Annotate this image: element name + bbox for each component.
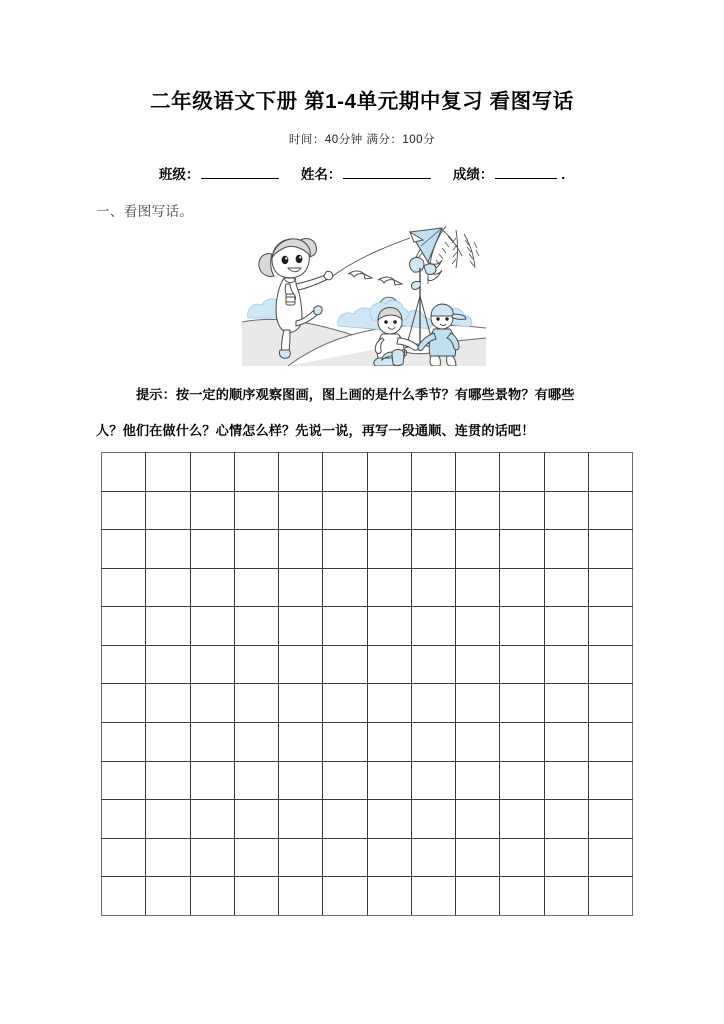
grid-cell[interactable]	[456, 607, 500, 646]
grid-cell[interactable]	[190, 723, 234, 762]
grid-cell[interactable]	[234, 491, 278, 530]
grid-cell[interactable]	[279, 607, 323, 646]
grid-cell[interactable]	[323, 723, 367, 762]
grid-cell[interactable]	[190, 453, 234, 492]
grid-cell[interactable]	[146, 491, 190, 530]
grid-cell[interactable]	[146, 645, 190, 684]
grid-cell[interactable]	[500, 723, 544, 762]
grid-cell[interactable]	[279, 453, 323, 492]
grid-cell[interactable]	[102, 607, 146, 646]
grid-cell[interactable]	[411, 491, 455, 530]
grid-cell[interactable]	[411, 761, 455, 800]
grid-cell[interactable]	[500, 761, 544, 800]
class-field[interactable]	[159, 163, 284, 183]
hint-line-1: 提示：按一定的顺序观察图画，图上画的是什么季节？有哪些景物？有哪些	[136, 387, 575, 402]
grid-cell[interactable]	[588, 761, 632, 800]
class-input-rule[interactable]	[201, 178, 279, 179]
grid-cell[interactable]	[190, 645, 234, 684]
score-label: 成绩：	[452, 167, 494, 182]
grid-cell[interactable]	[146, 761, 190, 800]
grid-cell[interactable]	[146, 723, 190, 762]
grid-cell[interactable]	[190, 530, 234, 569]
grid-cell[interactable]	[367, 453, 411, 492]
grid-cell[interactable]	[190, 838, 234, 877]
grid-cell[interactable]	[279, 568, 323, 607]
grid-cell[interactable]	[190, 491, 234, 530]
prompt-illustration	[242, 226, 486, 366]
grid-cell[interactable]	[411, 877, 455, 916]
grid-cell[interactable]	[190, 568, 234, 607]
grid-cell[interactable]	[588, 645, 632, 684]
section-heading-1: 一、看图写话。	[96, 204, 194, 219]
name-field[interactable]	[301, 163, 436, 183]
grid-row	[102, 800, 633, 839]
grid-cell[interactable]	[323, 453, 367, 492]
grid-cell[interactable]	[456, 645, 500, 684]
grid-cell[interactable]	[500, 491, 544, 530]
grid-cell[interactable]	[102, 645, 146, 684]
grid-cell[interactable]	[456, 530, 500, 569]
grid-cell[interactable]	[544, 568, 588, 607]
grid-cell[interactable]	[411, 723, 455, 762]
grid-row	[102, 645, 633, 684]
grid-cell[interactable]	[588, 723, 632, 762]
grid-cell[interactable]	[367, 684, 411, 723]
grid-cell[interactable]	[102, 877, 146, 916]
grid-cell[interactable]	[102, 568, 146, 607]
grid-cell[interactable]	[323, 568, 367, 607]
grid-cell[interactable]	[544, 684, 588, 723]
grid-row	[102, 453, 633, 492]
grid-cell[interactable]	[544, 723, 588, 762]
grid-cell[interactable]	[323, 645, 367, 684]
grid-cell[interactable]	[588, 877, 632, 916]
grid-cell[interactable]	[456, 877, 500, 916]
grid-cell[interactable]	[102, 838, 146, 877]
grid-cell[interactable]	[367, 723, 411, 762]
grid-cell[interactable]	[367, 568, 411, 607]
grid-cell[interactable]	[500, 568, 544, 607]
grid-cell[interactable]	[411, 607, 455, 646]
grid-cell[interactable]	[234, 568, 278, 607]
class-label: 班级：	[158, 167, 200, 182]
grid-cell[interactable]	[544, 645, 588, 684]
grid-cell[interactable]	[190, 877, 234, 916]
grid-cell[interactable]	[544, 607, 588, 646]
grid-row	[102, 761, 633, 800]
grid-cell[interactable]	[500, 800, 544, 839]
grid-cell[interactable]	[588, 453, 632, 492]
grid-cell[interactable]	[588, 684, 632, 723]
grid-cell[interactable]	[456, 568, 500, 607]
student-info-line	[0, 163, 724, 183]
grid-cell[interactable]	[411, 530, 455, 569]
grid-cell[interactable]	[234, 838, 278, 877]
grid-cell[interactable]	[234, 530, 278, 569]
grid-row	[102, 723, 633, 762]
grid-cell[interactable]	[279, 761, 323, 800]
grid-row	[102, 838, 633, 877]
grid-row	[102, 530, 633, 569]
grid-cell[interactable]	[323, 761, 367, 800]
grid-cell[interactable]	[323, 491, 367, 530]
grid-cell[interactable]	[367, 491, 411, 530]
grid-cell[interactable]	[234, 800, 278, 839]
grid-row	[102, 491, 633, 530]
grid-row	[102, 684, 633, 723]
grid-row	[102, 607, 633, 646]
grid-cell[interactable]	[279, 877, 323, 916]
composition-grid-container	[101, 452, 620, 903]
grid-cell[interactable]	[102, 761, 146, 800]
info-line-period: .	[561, 167, 566, 182]
grid-cell[interactable]	[279, 800, 323, 839]
page-title: 二年级语文下册 第1-4单元期中复习 看图写话	[150, 90, 574, 113]
grid-cell[interactable]	[146, 800, 190, 839]
grid-cell[interactable]	[234, 684, 278, 723]
grid-cell[interactable]	[411, 684, 455, 723]
grid-cell[interactable]	[102, 530, 146, 569]
grid-cell[interactable]	[456, 684, 500, 723]
score-input-rule[interactable]	[495, 178, 557, 179]
grid-cell[interactable]	[234, 761, 278, 800]
grid-cell[interactable]	[544, 761, 588, 800]
grid-cell[interactable]	[146, 568, 190, 607]
grid-cell[interactable]	[456, 491, 500, 530]
grid-cell[interactable]	[279, 530, 323, 569]
composition-writing-grid[interactable]	[101, 452, 633, 916]
grid-row	[102, 877, 633, 916]
grid-cell[interactable]	[456, 453, 500, 492]
grid-cell[interactable]	[367, 530, 411, 569]
grid-cell[interactable]	[323, 838, 367, 877]
name-label: 姓名：	[300, 167, 342, 182]
grid-cell[interactable]	[411, 838, 455, 877]
grid-cell[interactable]	[588, 800, 632, 839]
grid-cell[interactable]	[323, 684, 367, 723]
grid-cell[interactable]	[234, 723, 278, 762]
grid-cell[interactable]	[279, 645, 323, 684]
grid-cell[interactable]	[588, 838, 632, 877]
grid-cell[interactable]	[500, 838, 544, 877]
grid-cell[interactable]	[279, 838, 323, 877]
grid-cell[interactable]	[544, 877, 588, 916]
grid-cell[interactable]	[367, 645, 411, 684]
grid-cell[interactable]	[411, 800, 455, 839]
grid-cell[interactable]	[411, 453, 455, 492]
grid-cell[interactable]	[234, 645, 278, 684]
grid-cell[interactable]	[500, 645, 544, 684]
grid-cell[interactable]	[588, 568, 632, 607]
grid-cell[interactable]	[190, 800, 234, 839]
grid-cell[interactable]	[323, 607, 367, 646]
grid-cell[interactable]	[102, 453, 146, 492]
grid-cell[interactable]	[544, 800, 588, 839]
grid-cell[interactable]	[500, 607, 544, 646]
grid-cell[interactable]	[146, 684, 190, 723]
exam-meta-subtitle: 时间：40分钟 满分：100分	[288, 134, 436, 146]
grid-cell[interactable]	[234, 453, 278, 492]
grid-cell[interactable]	[500, 684, 544, 723]
grid-cell[interactable]	[146, 877, 190, 916]
grid-cell[interactable]	[279, 684, 323, 723]
grid-cell[interactable]	[146, 453, 190, 492]
grid-cell[interactable]	[279, 723, 323, 762]
grid-cell[interactable]	[323, 530, 367, 569]
grid-cell[interactable]	[279, 491, 323, 530]
grid-cell[interactable]	[411, 645, 455, 684]
grid-cell[interactable]	[500, 453, 544, 492]
grid-cell[interactable]	[190, 761, 234, 800]
grid-cell[interactable]	[544, 453, 588, 492]
grid-row	[102, 568, 633, 607]
name-input-rule[interactable]	[343, 178, 431, 179]
grid-cell[interactable]	[367, 877, 411, 916]
grid-cell[interactable]	[588, 491, 632, 530]
grid-cell[interactable]	[102, 723, 146, 762]
hint-line-2: 人？他们在做什么？心情怎么样？先说一说，再写一段通顺、连贯的话吧！	[96, 423, 535, 438]
grid-cell[interactable]	[102, 684, 146, 723]
grid-cell[interactable]	[146, 607, 190, 646]
grid-cell[interactable]	[500, 530, 544, 569]
grid-body	[102, 453, 633, 916]
grid-cell[interactable]	[544, 491, 588, 530]
grid-cell[interactable]	[367, 607, 411, 646]
grid-cell[interactable]	[102, 800, 146, 839]
grid-cell[interactable]	[456, 800, 500, 839]
grid-cell[interactable]	[367, 761, 411, 800]
grid-cell[interactable]	[411, 568, 455, 607]
grid-cell[interactable]	[367, 838, 411, 877]
grid-cell[interactable]	[588, 530, 632, 569]
score-field[interactable]	[453, 163, 562, 183]
grid-cell[interactable]	[190, 684, 234, 723]
grid-cell[interactable]	[323, 877, 367, 916]
grid-cell[interactable]	[500, 877, 544, 916]
grid-cell[interactable]	[323, 800, 367, 839]
grid-cell[interactable]	[102, 491, 146, 530]
grid-cell[interactable]	[456, 761, 500, 800]
grid-cell[interactable]	[544, 838, 588, 877]
writing-prompt-hint	[96, 377, 628, 449]
grid-cell[interactable]	[146, 838, 190, 877]
grid-cell[interactable]	[234, 607, 278, 646]
grid-cell[interactable]	[146, 530, 190, 569]
grid-cell[interactable]	[588, 607, 632, 646]
grid-cell[interactable]	[234, 877, 278, 916]
grid-cell[interactable]	[367, 800, 411, 839]
grid-cell[interactable]	[190, 607, 234, 646]
grid-cell[interactable]	[456, 723, 500, 762]
grid-cell[interactable]	[544, 530, 588, 569]
grid-cell[interactable]	[456, 838, 500, 877]
